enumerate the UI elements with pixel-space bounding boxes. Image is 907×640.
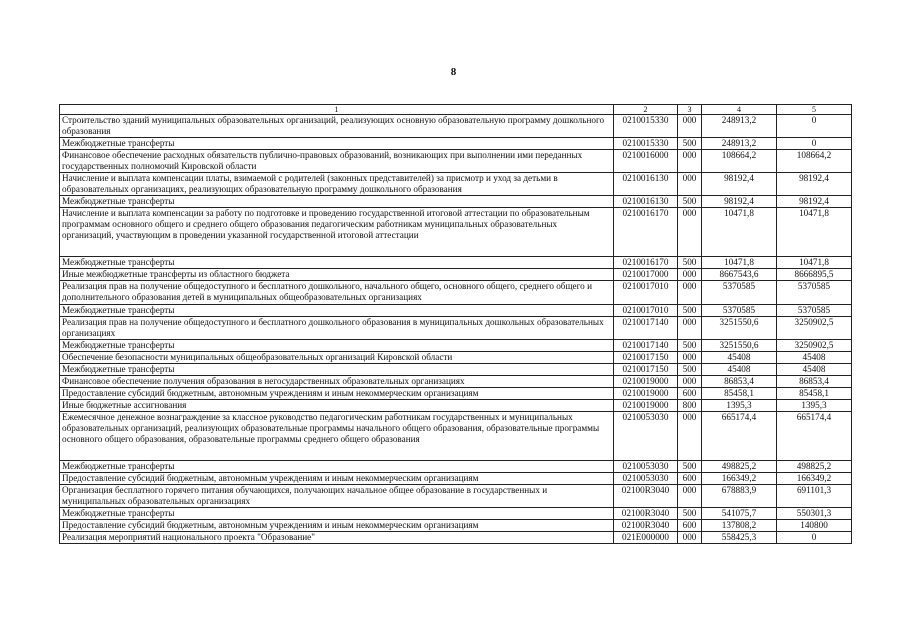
row-value-col5-cell: 140800 (777, 520, 852, 532)
row-value-col5-cell: 86853,4 (777, 376, 852, 388)
row-value-col5-cell: 45408 (777, 364, 852, 376)
row-code-cell: 0210019000 (614, 388, 678, 400)
row-code-cell: 0210019000 (614, 400, 678, 412)
row-type-cell: 000 (678, 352, 702, 364)
row-code-cell: 0210016130 (614, 173, 678, 196)
row-code-cell: 021E000000 (614, 532, 678, 544)
row-name-cell: Межбюджетные трансферты (60, 461, 614, 473)
row-value-col5-cell: 98192,4 (777, 196, 852, 208)
table-row (60, 485, 852, 508)
row-name-cell: Начисление и выплата компенсации платы, взимаемой с родителей (законных представителей) за присмотр и уход за детьми в образовательных организациях, реализующих образовательную программу дошкольного образования (60, 173, 614, 196)
row-value-col5-cell: 0 (777, 138, 852, 150)
row-type-cell: 500 (678, 364, 702, 376)
row-value-col5-cell: 98192,4 (777, 173, 852, 196)
row-code-cell: 02100R3040 (614, 520, 678, 532)
row-value-col4-cell: 498825,2 (702, 461, 777, 473)
row-value-col4-cell: 166349,2 (702, 473, 777, 485)
table-row (60, 257, 852, 269)
row-value-col5-cell: 550301,3 (777, 508, 852, 520)
row-code-cell: 0210019000 (614, 376, 678, 388)
row-type-cell: 500 (678, 257, 702, 269)
row-value-col4-cell: 5370585 (702, 281, 777, 305)
row-type-cell: 500 (678, 461, 702, 473)
row-type-cell: 000 (678, 208, 702, 257)
table-row (60, 173, 852, 196)
table-row (60, 400, 852, 412)
table-row (60, 412, 852, 461)
table-row (60, 150, 852, 173)
row-name-cell: Межбюджетные трансферты (60, 305, 614, 317)
row-code-cell: 0210017140 (614, 317, 678, 340)
row-name-cell: Реализация прав на получение общедоступного и бесплатного дошкольного образования в муниципальных дошкольных образовательных организациях (60, 317, 614, 340)
row-name-cell: Межбюджетные трансферты (60, 196, 614, 208)
row-name-cell: Межбюджетные трансферты (60, 138, 614, 150)
row-value-col4-cell: 541075,7 (702, 508, 777, 520)
row-name-cell: Финансовое обеспечение получения образования в негосударственных образовательных организациях (60, 376, 614, 388)
row-name-cell: Предоставление субсидий бюджетным, автономным учреждениям и иным некоммерческим организациям (60, 520, 614, 532)
row-value-col5-cell: 498825,2 (777, 461, 852, 473)
row-code-cell: 0210016170 (614, 208, 678, 257)
row-type-cell: 000 (678, 485, 702, 508)
row-value-col5-cell: 3250902,5 (777, 317, 852, 340)
row-code-cell: 0210053030 (614, 461, 678, 473)
row-code-cell: 0210053030 (614, 412, 678, 461)
row-type-cell: 600 (678, 473, 702, 485)
row-value-col4-cell: 248913,2 (702, 115, 777, 138)
table-header-row (60, 105, 852, 115)
table-row (60, 508, 852, 520)
table-row (60, 388, 852, 400)
row-code-cell: 0210053030 (614, 473, 678, 485)
row-value-col4-cell: 98192,4 (702, 196, 777, 208)
row-value-col4-cell: 45408 (702, 364, 777, 376)
row-type-cell: 000 (678, 412, 702, 461)
row-code-cell: 0210015330 (614, 138, 678, 150)
column-header-1: 1 (60, 105, 614, 115)
row-value-col5-cell: 665174,4 (777, 412, 852, 461)
column-header-3: 3 (678, 105, 702, 115)
row-value-col5-cell: 1395,3 (777, 400, 852, 412)
table-row (60, 208, 852, 257)
row-value-col5-cell: 45408 (777, 352, 852, 364)
row-code-cell: 0210017000 (614, 269, 678, 281)
row-value-col5-cell: 108664,2 (777, 150, 852, 173)
table-row (60, 305, 852, 317)
row-value-col5-cell: 85458,1 (777, 388, 852, 400)
table-row (60, 281, 852, 305)
row-type-cell: 500 (678, 305, 702, 317)
row-code-cell: 0210017010 (614, 305, 678, 317)
row-value-col5-cell: 691101,3 (777, 485, 852, 508)
row-code-cell: 0210017010 (614, 281, 678, 305)
row-type-cell: 500 (678, 138, 702, 150)
row-type-cell: 500 (678, 340, 702, 352)
row-value-col4-cell: 8667543,6 (702, 269, 777, 281)
row-value-col5-cell: 0 (777, 115, 852, 138)
row-code-cell: 0210017140 (614, 340, 678, 352)
row-type-cell: 000 (678, 376, 702, 388)
row-value-col4-cell: 248913,2 (702, 138, 777, 150)
row-name-cell: Предоставление субсидий бюджетным, автономным учреждениям и иным некоммерческим организациям (60, 388, 614, 400)
row-name-cell: Иные бюджетные ассигнования (60, 400, 614, 412)
row-name-cell: Реализация мероприятий национального проекта "Образование" (60, 532, 614, 544)
row-value-col5-cell: 10471,8 (777, 257, 852, 269)
row-type-cell: 000 (678, 269, 702, 281)
row-name-cell: Предоставление субсидий бюджетным, автономным учреждениям и иным некоммерческим организациям (60, 473, 614, 485)
row-name-cell: Межбюджетные трансферты (60, 364, 614, 376)
table-row (60, 269, 852, 281)
row-type-cell: 000 (678, 115, 702, 138)
row-code-cell: 02100R3040 (614, 508, 678, 520)
row-value-col4-cell: 558425,3 (702, 532, 777, 544)
row-name-cell: Организация бесплатного горячего питания обучающихся, получающих начальное общее образование в государственных и муниципальных образовательных организациях (60, 485, 614, 508)
row-type-cell: 600 (678, 388, 702, 400)
row-type-cell: 800 (678, 400, 702, 412)
row-type-cell: 500 (678, 196, 702, 208)
row-value-col4-cell: 10471,8 (702, 208, 777, 257)
row-value-col4-cell: 98192,4 (702, 173, 777, 196)
table-row (60, 461, 852, 473)
row-name-cell: Строительство зданий муниципальных образовательных организаций, реализующих основную образовательную программу дошкольного образования (60, 115, 614, 138)
table-row (60, 317, 852, 340)
row-value-col5-cell: 10471,8 (777, 208, 852, 257)
row-type-cell: 000 (678, 532, 702, 544)
row-code-cell: 0210017150 (614, 352, 678, 364)
row-value-col4-cell: 108664,2 (702, 150, 777, 173)
table-row (60, 340, 852, 352)
table-row (60, 473, 852, 485)
table-row (60, 115, 852, 138)
row-value-col5-cell: 5370585 (777, 305, 852, 317)
row-value-col4-cell: 3251550,6 (702, 317, 777, 340)
row-name-cell: Начисление и выплата компенсации за работу по подготовке и проведению государственной итоговой аттестации по образовательным программам основного общего и среднего общего образования педагогическим работникам муниципальных образовательных организаций, участвующим в проведении указанной государственной итоговой аттестации (60, 208, 614, 257)
row-code-cell: 02100R3040 (614, 485, 678, 508)
row-type-cell: 500 (678, 508, 702, 520)
row-value-col4-cell: 45408 (702, 352, 777, 364)
table-row (60, 352, 852, 364)
row-value-col4-cell: 137808,2 (702, 520, 777, 532)
row-name-cell: Межбюджетные трансферты (60, 508, 614, 520)
row-value-col4-cell: 85458,1 (702, 388, 777, 400)
row-code-cell: 0210016000 (614, 150, 678, 173)
row-name-cell: Финансовое обеспечение расходных обязательств публично-правовых образований, возникающих при выполнении ими переданных государственных полномочий Кировской области (60, 150, 614, 173)
row-name-cell: Межбюджетные трансферты (60, 257, 614, 269)
row-value-col4-cell: 10471,8 (702, 257, 777, 269)
row-value-col5-cell: 0 (777, 532, 852, 544)
table-row (60, 520, 852, 532)
table-row (60, 364, 852, 376)
row-value-col5-cell: 5370585 (777, 281, 852, 305)
page-number: 8 (450, 66, 457, 78)
table-row (60, 532, 852, 544)
row-name-cell: Реализация прав на получение общедоступного и бесплатного дошкольного, начального общего, основного общего, среднего общего и дополнительного образования детей в муниципальных общеобразовательных организациях (60, 281, 614, 305)
row-name-cell: Обеспечение безопасности муниципальных общеобразовательных организаций Кировской области (60, 352, 614, 364)
row-type-cell: 000 (678, 317, 702, 340)
column-header-2: 2 (614, 105, 678, 115)
column-header-4: 4 (702, 105, 777, 115)
row-name-cell: Межбюджетные трансферты (60, 340, 614, 352)
row-type-cell: 000 (678, 281, 702, 305)
table-row (60, 196, 852, 208)
row-value-col4-cell: 3251550,6 (702, 340, 777, 352)
table-row (60, 376, 852, 388)
row-value-col4-cell: 1395,3 (702, 400, 777, 412)
row-value-col4-cell: 86853,4 (702, 376, 777, 388)
row-type-cell: 000 (678, 173, 702, 196)
row-value-col4-cell: 678883,9 (702, 485, 777, 508)
row-code-cell: 0210015330 (614, 115, 678, 138)
row-name-cell: Иные межбюджетные трансферты из областного бюджета (60, 269, 614, 281)
row-type-cell: 600 (678, 520, 702, 532)
column-header-5: 5 (777, 105, 852, 115)
row-value-col5-cell: 3250902,5 (777, 340, 852, 352)
row-code-cell: 0210016130 (614, 196, 678, 208)
table-row (60, 138, 852, 150)
row-code-cell: 0210017150 (614, 364, 678, 376)
row-value-col4-cell: 5370585 (702, 305, 777, 317)
row-name-cell: Ежемесячное денежное вознаграждение за классное руководство педагогическим работникам государственных и муниципальных образовательных организаций, реализующих образовательные программы начального общего образования, образовательные программы основного общего образования, образовательные программы среднего общего образования (60, 412, 614, 461)
budget-table (59, 104, 852, 544)
row-code-cell: 0210016170 (614, 257, 678, 269)
row-value-col4-cell: 665174,4 (702, 412, 777, 461)
row-type-cell: 000 (678, 150, 702, 173)
row-value-col5-cell: 8666895,5 (777, 269, 852, 281)
row-value-col5-cell: 166349,2 (777, 473, 852, 485)
